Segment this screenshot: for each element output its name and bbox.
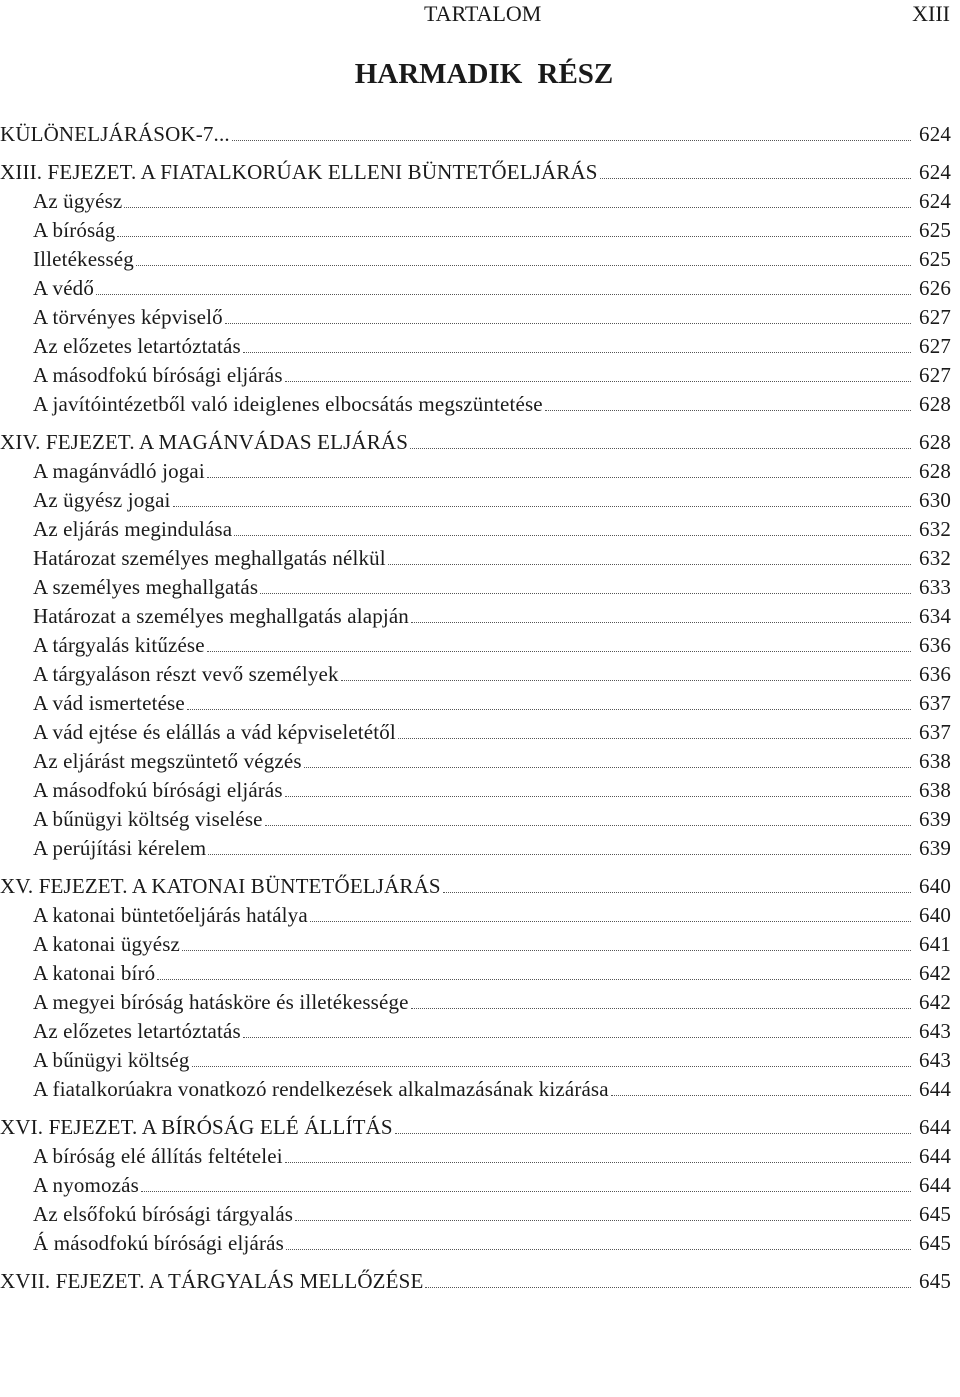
entry-page-number: 643 (919, 1019, 951, 1043)
dot-leader (243, 1036, 911, 1038)
dot-leader (157, 978, 911, 980)
entry-page-number: 644 (919, 1144, 951, 1168)
dot-leader (225, 322, 911, 324)
dot-leader (285, 380, 911, 382)
toc-entry (33, 604, 951, 633)
entry-page-number: 642 (919, 961, 951, 985)
entry-page-number: 630 (919, 488, 951, 512)
entry-title: A javítóintézetből való ideiglenes elbocsátás megszüntetése (33, 392, 543, 416)
entry-page-number: 624 (919, 189, 951, 213)
entry-page-number: 627 (919, 334, 951, 358)
toc-entry (33, 189, 951, 218)
entry-title: A nyomozás (33, 1173, 139, 1197)
toc-entry (33, 1231, 951, 1260)
entry-title: Á másodfokú bírósági eljárás (33, 1231, 284, 1255)
entry-title: A személyes meghallgatás (33, 575, 259, 599)
dot-leader (600, 177, 911, 179)
entry-page-number: 640 (919, 903, 951, 927)
dot-leader (395, 1132, 911, 1134)
toc-entry (33, 546, 951, 575)
entry-page-number: 636 (919, 662, 951, 686)
dot-leader (265, 824, 911, 826)
entry-page-number: 628 (919, 392, 951, 416)
entry-title: A katonai bíró (33, 961, 156, 985)
entry-title: A másodfokú bírósági eljárás (33, 778, 283, 802)
entry-title: Illetékesség (33, 247, 134, 271)
toc-entry (33, 218, 951, 247)
dot-leader (207, 476, 911, 478)
chapter-page-number: 628 (919, 430, 951, 454)
dot-leader (234, 534, 911, 536)
chapter-title: XVII. FEJEZET. A TÁRGYALÁS MELLŐZÉSE (0, 1269, 424, 1293)
table-of-contents (0, 122, 951, 1298)
dot-leader (285, 795, 911, 797)
entry-title: Az eljárás megindulása (33, 517, 233, 541)
chapter-page-number: 640 (919, 874, 951, 898)
toc-entry (33, 334, 951, 363)
entry-title: A magánvádló jogai (33, 459, 205, 483)
entry-page-number: 637 (919, 720, 951, 744)
entry-title: A másodfokú bírósági eljárás (33, 363, 283, 387)
entry-page-number: 633 (919, 575, 951, 599)
dot-leader (187, 708, 911, 710)
entry-page-number: 636 (919, 633, 951, 657)
dot-leader (286, 1248, 911, 1250)
toc-entry (33, 1077, 951, 1106)
chapter-title: XV. FEJEZET. A KATONAI BÜNTETŐELJÁRÁS (0, 874, 441, 898)
toc-entry (33, 363, 951, 392)
entry-title: A vád ismertetése (33, 691, 185, 715)
dot-leader (285, 1161, 911, 1163)
entry-page-number: 645 (919, 1202, 951, 1226)
chapter-title: XVI. FEJEZET. A BÍRÓSÁG ELÉ ÁLLÍTÁS (0, 1115, 393, 1139)
entry-title: A tárgyaláson részt vevő személyek (33, 662, 339, 686)
dot-leader (310, 920, 911, 922)
entry-title: A bűnügyi költség (33, 1048, 190, 1072)
toc-entry (33, 1019, 951, 1048)
entry-title: A bíróság (33, 218, 116, 242)
entry-title: A katonai büntetőeljárás hatálya (33, 903, 308, 927)
chapter-title: XIV. FEJEZET. A MAGÁNVÁDAS ELJÁRÁS (0, 430, 409, 454)
chapter-title: KÜLÖNELJÁRÁSOK-7... (0, 122, 230, 146)
entry-title: Határozat a személyes meghallgatás alapján (33, 604, 409, 628)
dot-leader (611, 1094, 911, 1096)
entry-page-number: 626 (919, 276, 951, 300)
dot-leader (141, 1190, 911, 1192)
dot-leader (207, 650, 911, 652)
entry-page-number: 637 (919, 691, 951, 715)
dot-leader (117, 235, 911, 237)
entry-title: A bűnügyi költség viselése (33, 807, 263, 831)
entry-page-number: 627 (919, 305, 951, 329)
toc-entry (33, 662, 951, 691)
entry-page-number: 638 (919, 749, 951, 773)
entry-title: Határozat személyes meghallgatás nélkül (33, 546, 386, 570)
entry-title: Az ügyész jogai (33, 488, 171, 512)
dot-leader (341, 679, 911, 681)
dot-leader (96, 293, 911, 295)
chapter-title: XIII. FEJEZET. A FIATALKORÚAK ELLENI BÜNTETŐELJÁRÁS (0, 160, 598, 184)
dot-leader (411, 621, 911, 623)
toc-entry (33, 633, 951, 662)
entry-page-number: 627 (919, 363, 951, 387)
dot-leader (425, 1286, 911, 1288)
toc-entry (33, 392, 951, 421)
entry-title: A perújítási kérelem (33, 836, 207, 860)
entry-title: A katonai ügyész (33, 932, 181, 956)
entry-page-number: 642 (919, 990, 951, 1014)
toc-entry (33, 276, 951, 305)
dot-leader (232, 139, 911, 141)
entry-title: A tárgyalás kitűzése (33, 633, 205, 657)
toc-entry (33, 488, 951, 517)
chapter-page-number: 644 (919, 1115, 951, 1139)
toc-entry (33, 459, 951, 488)
entry-title: A megyei bíróság hatásköre és illetékessége (33, 990, 409, 1014)
dot-leader (295, 1219, 911, 1221)
entry-page-number: 639 (919, 807, 951, 831)
entry-page-number: 638 (919, 778, 951, 802)
toc-entry (33, 1144, 951, 1173)
entry-title: Az eljárást megszüntető végzés (33, 749, 302, 773)
dot-leader (124, 206, 911, 208)
toc-entry (33, 903, 951, 932)
entry-title: A törvényes képviselő (33, 305, 223, 329)
toc-chapter-heading (0, 874, 951, 903)
entry-page-number: 643 (919, 1048, 951, 1072)
toc-chapter-heading (0, 1269, 951, 1298)
toc-entry (33, 1202, 951, 1231)
running-head-page-number: XIII (912, 1, 950, 26)
toc-entry (33, 305, 951, 334)
entry-page-number: 641 (919, 932, 951, 956)
toc-chapter-heading (0, 122, 951, 151)
entry-title: Az előzetes letartóztatás (33, 1019, 241, 1043)
entry-title: A fiatalkorúakra vonatkozó rendelkezések alkalmazásának kizárása (33, 1077, 609, 1101)
toc-chapter-heading (0, 430, 951, 459)
entry-page-number: 644 (919, 1173, 951, 1197)
running-head-title: TARTALOM (424, 1, 542, 26)
entry-title: Az elsőfokú bírósági tárgyalás (33, 1202, 294, 1226)
entry-page-number: 628 (919, 459, 951, 483)
dot-leader (243, 351, 911, 353)
running-head (0, 0, 960, 30)
entry-page-number: 632 (919, 517, 951, 541)
entry-page-number: 625 (919, 247, 951, 271)
dot-leader (388, 563, 911, 565)
dot-leader (136, 264, 911, 266)
dot-leader (304, 766, 911, 768)
toc-chapter-heading (0, 1115, 951, 1144)
chapter-page-number: 624 (919, 160, 951, 184)
toc-entry (33, 517, 951, 546)
toc-entry (33, 932, 951, 961)
dot-leader (398, 737, 911, 739)
dot-leader (192, 1065, 911, 1067)
entry-page-number: 632 (919, 546, 951, 570)
toc-entry (33, 720, 951, 749)
toc-entry (33, 691, 951, 720)
dot-leader (545, 409, 911, 411)
dot-leader (260, 592, 911, 594)
toc-entry (33, 247, 951, 276)
toc-entry (33, 961, 951, 990)
entry-title: Az ügyész (33, 189, 123, 213)
dot-leader (410, 447, 911, 449)
entry-title: A védő (33, 276, 94, 300)
entry-page-number: 645 (919, 1231, 951, 1255)
entry-page-number: 634 (919, 604, 951, 628)
entry-title: Az előzetes letartóztatás (33, 334, 241, 358)
toc-entry (33, 1048, 951, 1077)
entry-page-number: 625 (919, 218, 951, 242)
toc-entry (33, 990, 951, 1019)
toc-chapter-heading (0, 160, 951, 189)
dot-leader (411, 1007, 911, 1009)
toc-entry (33, 1173, 951, 1202)
entry-page-number: 639 (919, 836, 951, 860)
toc-entry (33, 807, 951, 836)
toc-entry (33, 575, 951, 604)
chapter-page-number: 645 (919, 1269, 951, 1293)
entry-page-number: 644 (919, 1077, 951, 1101)
toc-entry (33, 836, 951, 865)
dot-leader (208, 853, 911, 855)
dot-leader (443, 891, 911, 893)
dot-leader (173, 505, 911, 507)
entry-title: A bíróság elé állítás feltételei (33, 1144, 283, 1168)
part-title: HARMADIK RÉSZ (354, 58, 614, 90)
toc-entry (33, 749, 951, 778)
dot-leader (182, 949, 911, 951)
entry-title: A vád ejtése és elállás a vád képviseletétől (33, 720, 396, 744)
chapter-page-number: 624 (919, 122, 951, 146)
toc-entry (33, 778, 951, 807)
